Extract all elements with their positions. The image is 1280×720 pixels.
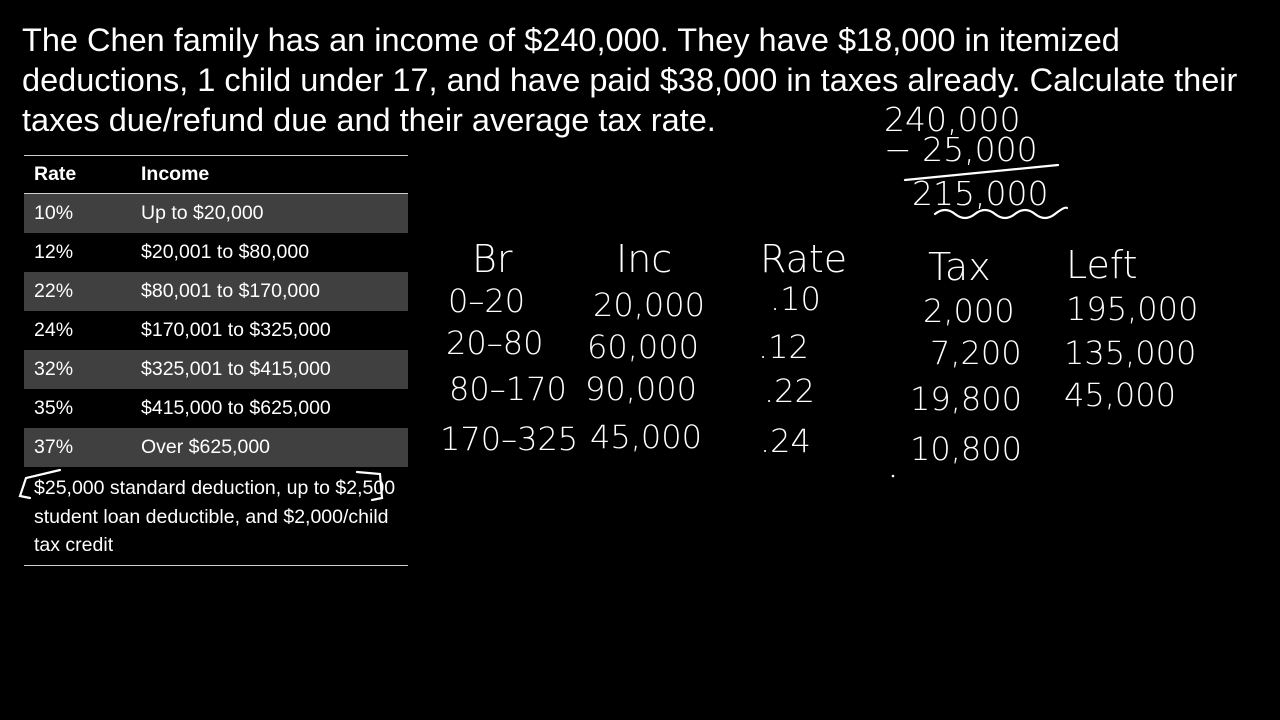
income-cell: $20,001 to $80,000 <box>141 241 310 263</box>
income-cell: $325,001 to $415,000 <box>127 350 408 389</box>
left-value: 195,000 <box>1066 290 1199 328</box>
income-value: 20,000 <box>593 286 705 324</box>
problem-statement: The Chen family has an income of $240,000. They have $18,000 in itemized deductions, 1 child under 17, and have paid $38,000 in taxes already. Calculate their taxes due/refund due and their average tax rate. <box>22 22 1238 138</box>
col-header-left: Left <box>1066 243 1138 287</box>
rate-value: .12 <box>758 328 809 366</box>
rate-cell: 22% <box>24 272 127 311</box>
rate-cell: 37% <box>24 428 127 467</box>
rate-value: .10 <box>770 280 821 318</box>
bracket-value: 20–80 <box>446 324 544 362</box>
footnote-right-bracket <box>357 472 382 500</box>
income-value: 60,000 <box>587 328 699 366</box>
income-cell: $80,001 to $170,000 <box>127 272 408 311</box>
rate-value: .22 <box>764 372 815 410</box>
income-cell: Up to $20,000 <box>127 194 408 234</box>
table-footnote: $25,000 standard deduction, up to $2,500 student loan deductible, and $2,000/child tax credit <box>24 474 408 566</box>
tax-value: 19,800 <box>910 380 1022 418</box>
income-cell: $170,001 to $325,000 <box>141 319 331 341</box>
bracket-value: 170–325 <box>440 420 579 458</box>
bracket-value: 80–170 <box>449 370 567 408</box>
rate-cell: 35% <box>34 397 74 419</box>
rate-value: .24 <box>760 422 811 460</box>
tax-value: 7,200 <box>930 334 1022 372</box>
subtraction-minus: − 25,000 <box>884 130 1038 169</box>
col-header-rate: Rate <box>760 237 848 281</box>
income-value: 90,000 <box>585 370 697 408</box>
subtraction-result: 215,000 <box>912 174 1049 213</box>
footnote-left-bracket <box>20 470 60 498</box>
rate-cell: 10% <box>24 194 127 234</box>
col-header-inc: Inc <box>616 237 673 281</box>
col-header-tax: Tax <box>928 245 991 289</box>
col-header-br: Br <box>472 237 513 281</box>
bracket-value: 0–20 <box>448 282 526 320</box>
tax-value: 10,800 <box>910 430 1022 468</box>
rate-cell: 12% <box>34 241 74 263</box>
ink-dot <box>892 475 895 478</box>
tax-value: 2,000 <box>923 292 1015 330</box>
income-value: 45,000 <box>590 418 702 456</box>
subtraction-top: 240,000 <box>884 100 1021 139</box>
left-value: 135,000 <box>1064 334 1197 372</box>
header-rate: Rate <box>24 156 127 194</box>
rate-cell: 24% <box>34 319 74 341</box>
left-value: 45,000 <box>1064 376 1176 414</box>
rate-cell: 32% <box>24 350 127 389</box>
income-cell: Over $625,000 <box>127 428 408 467</box>
income-cell: $415,000 to $625,000 <box>141 397 331 419</box>
header-income: Income <box>127 156 408 194</box>
